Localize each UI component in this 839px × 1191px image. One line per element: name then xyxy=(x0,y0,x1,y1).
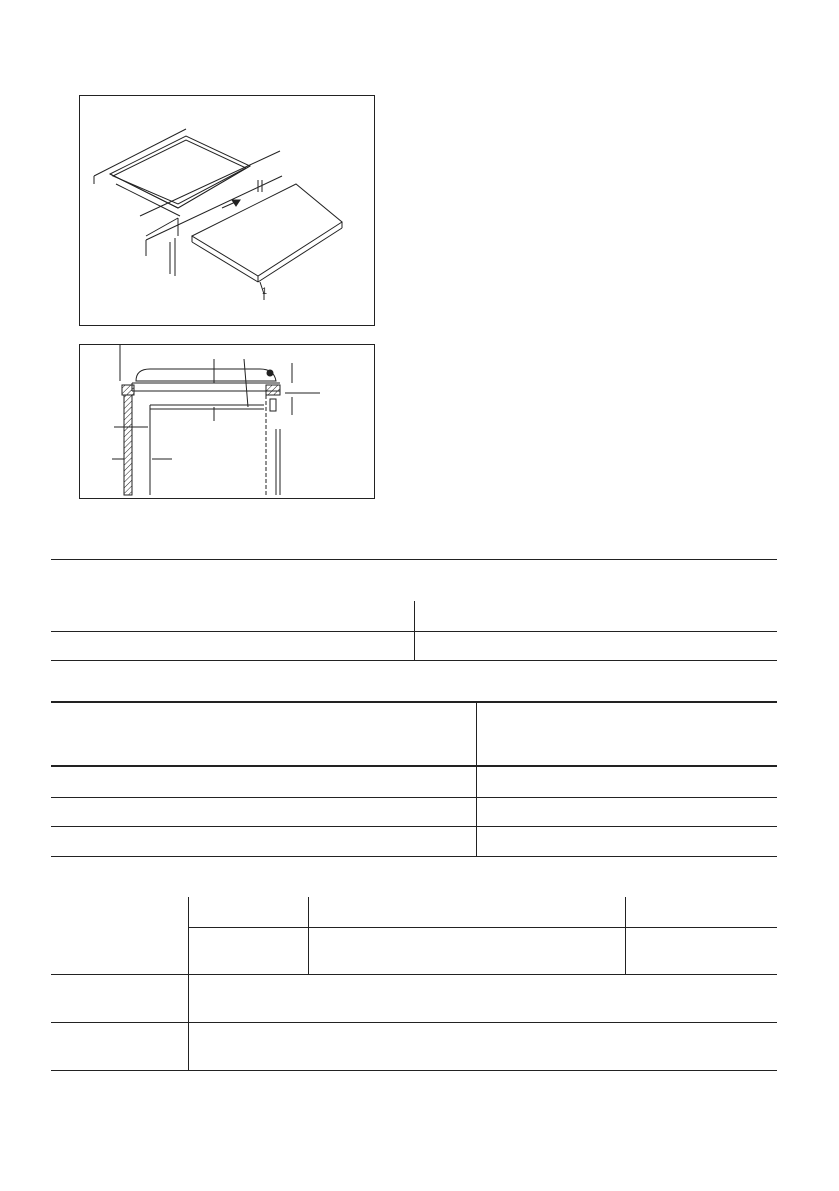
table-bottom-rule xyxy=(51,856,777,857)
table-bottom-rule xyxy=(51,1070,777,1071)
table-column-divider xyxy=(188,897,189,1071)
installation-perspective-figure xyxy=(79,95,375,326)
installation-perspective-drawing xyxy=(80,96,376,327)
table-row-rule xyxy=(51,1022,777,1023)
table-bottom-rule xyxy=(51,660,777,661)
section-divider xyxy=(51,559,777,560)
installation-cross-section-figure xyxy=(79,344,375,499)
table-row-rule xyxy=(51,797,777,798)
table-top-rule xyxy=(51,701,777,703)
table-row-rule xyxy=(51,826,777,827)
table-header-rule xyxy=(51,631,777,632)
figure-callout-label: 1 xyxy=(262,286,268,296)
table-column-divider xyxy=(625,897,626,974)
installation-cross-section-drawing xyxy=(80,345,376,500)
table-column-divider xyxy=(476,702,477,857)
table-column-divider xyxy=(308,897,309,974)
table-subheader-rule xyxy=(188,927,777,928)
table-row-rule xyxy=(51,974,777,975)
table-header-rule xyxy=(51,765,777,767)
